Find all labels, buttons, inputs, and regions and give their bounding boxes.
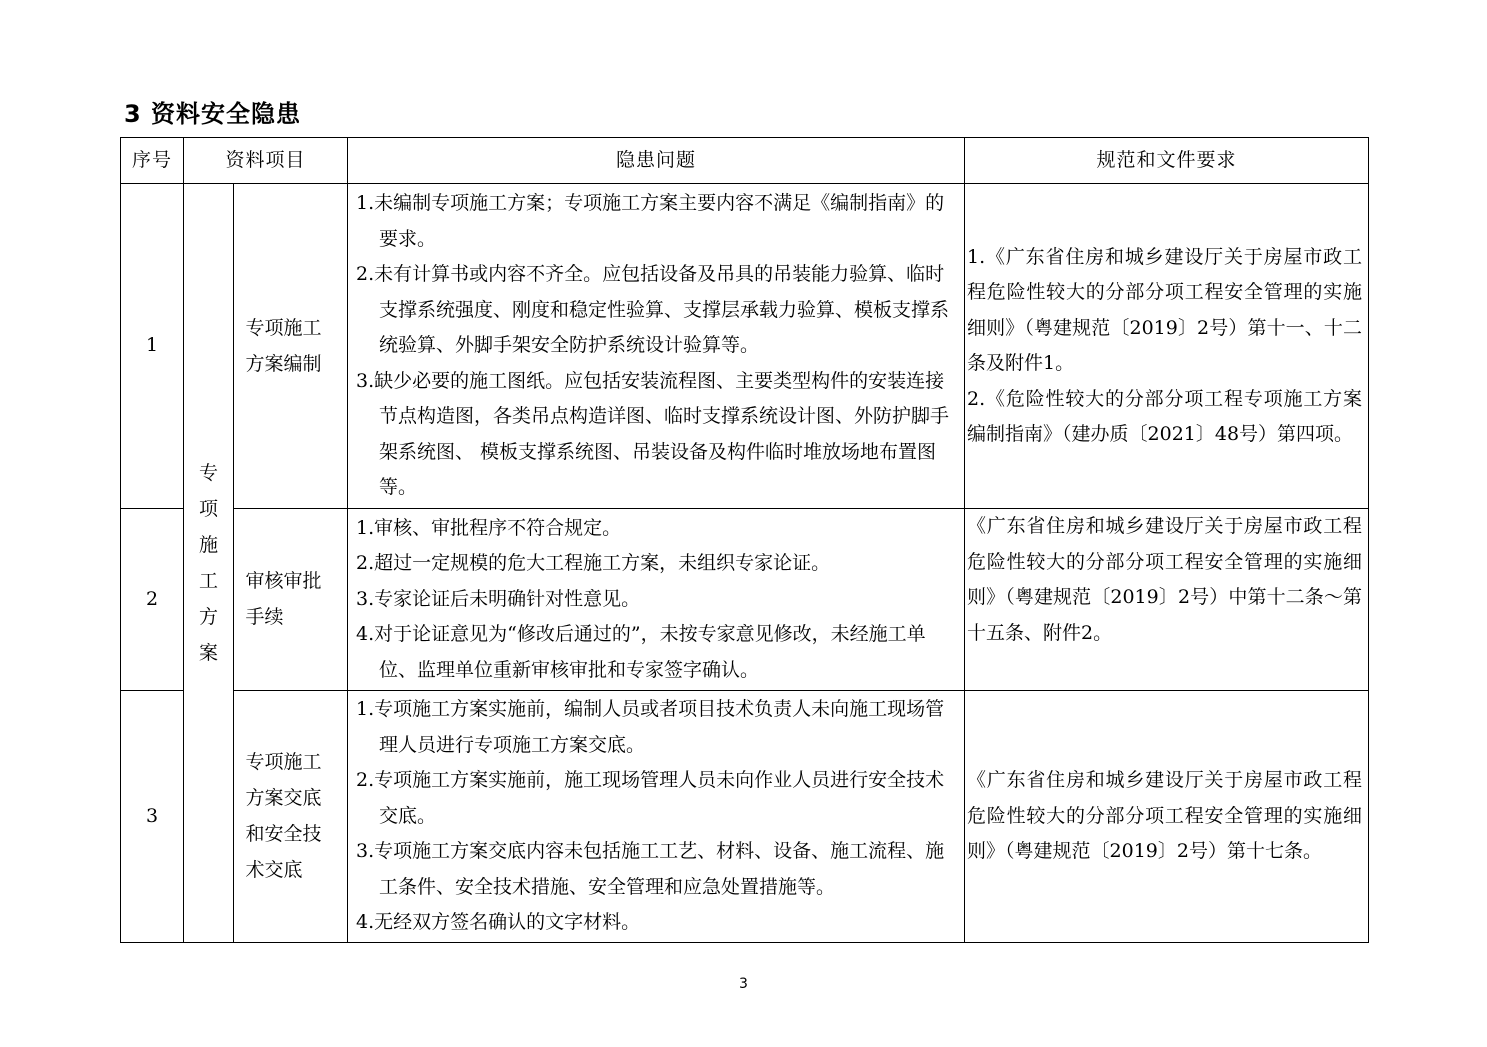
problem-item: 1.未编制专项施工方案；专项施工方案主要内容不满足《编制指南》的要求。 — [356, 192, 945, 250]
problem-cell — [348, 184, 965, 509]
item-line: 手续 — [245, 606, 284, 629]
header-problem: 隐患问题 — [348, 138, 965, 184]
category-char: 案 — [198, 642, 218, 664]
category-char: 项 — [198, 498, 218, 520]
problem-item: 1.审核、审批程序不符合规定。 — [356, 516, 622, 539]
header-item: 资料项目 — [184, 138, 348, 184]
problem-item: 4.对于论证意见为“修改后通过的”，未按专家意见修改，未经施工单位、监理单位重新审核审批和专家签字确认。 — [356, 623, 926, 681]
problem-item: 1.专项施工方案实施前，编制人员或者项目技术负责人未向施工现场管理人员进行专项施工方案交底。 — [356, 698, 945, 756]
table-row — [121, 691, 1369, 943]
header-reference: 规范和文件要求 — [965, 138, 1369, 184]
problem-item: 2.未有计算书或内容不齐全。应包括设备及吊具的吊装能力验算、临时支撑系统强度、刚度和稳定性验算、支撑层承载力验算、模板支撑系统验算、外脚手架安全防护系统设计验算等。 — [356, 263, 950, 357]
reference-item: 1.《广东省住房和城乡建设厅关于房屋市政工程危险性较大的分部分项工程安全管理的实施细则》（粤建规范〔2019〕2号）第十一、十二条及附件1。 — [967, 245, 1363, 374]
row-number: 2 — [121, 509, 184, 691]
item-line: 和安全技 — [245, 823, 322, 846]
item-line: 专项施工 — [245, 316, 322, 339]
reference-item: 2.《危险性较大的分部分项工程专项施工方案编制指南》（建办质〔2021〕48号）第四项。 — [967, 387, 1363, 445]
problem-item: 4.无经双方签名确认的文字材料。 — [356, 911, 641, 934]
hazard-table — [120, 137, 1369, 943]
page-title: 3 资料安全隐患 — [124, 100, 302, 128]
table-header-row — [121, 138, 1369, 184]
reference-cell — [965, 509, 1369, 691]
category-cell — [184, 184, 234, 943]
reference-item: 《广东省住房和城乡建设厅关于房屋市政工程危险性较大的分部分项工程安全管理的实施细则》（粤建规范〔2019〕2号）第十七条。 — [967, 769, 1363, 863]
category-char: 施 — [198, 534, 218, 556]
item-cell — [234, 691, 348, 943]
row-number: 1 — [121, 184, 184, 509]
category-char: 专 — [198, 462, 218, 484]
problem-cell — [348, 509, 965, 691]
reference-item: 《广东省住房和城乡建设厅关于房屋市政工程危险性较大的分部分项工程安全管理的实施细则》（粤建规范〔2019〕2号）中第十二条～第十五条、附件2。 — [967, 515, 1363, 644]
item-line: 方案编制 — [245, 352, 322, 375]
header-num: 序号 — [121, 138, 184, 184]
row-number: 3 — [121, 691, 184, 943]
item-line: 方案交底 — [245, 787, 322, 810]
category-char: 工 — [198, 570, 218, 592]
item-cell — [234, 509, 348, 691]
problem-item: 3.专家论证后未明确针对性意见。 — [356, 587, 641, 610]
problem-item: 3.专项施工方案交底内容未包括施工工艺、材料、设备、施工流程、施工条件、安全技术措施、安全管理和应急处置措施等。 — [356, 840, 945, 898]
item-line: 术交底 — [245, 859, 303, 882]
reference-cell — [965, 184, 1369, 509]
page-number: 3 — [739, 976, 748, 992]
category-char: 方 — [198, 606, 218, 628]
table-row — [121, 184, 1369, 509]
table-row — [121, 509, 1369, 691]
problem-item: 2.专项施工方案实施前，施工现场管理人员未向作业人员进行安全技术交底。 — [356, 769, 945, 827]
problem-item: 3.缺少必要的施工图纸。应包括安装流程图、主要类型构件的安装连接节点构造图，各类吊点构造详图、临时支撑系统设计图、外防护脚手架系统图、 模板支撑系统图、吊装设备及构件临时堆放场地布置图等。 — [356, 369, 950, 499]
item-cell — [234, 184, 348, 509]
problem-item: 2.超过一定规模的危大工程施工方案，未组织专家论证。 — [356, 552, 831, 575]
reference-cell — [965, 691, 1369, 943]
problem-cell — [348, 691, 965, 943]
item-line: 专项施工 — [245, 751, 322, 774]
item-line: 审核审批 — [245, 570, 322, 593]
